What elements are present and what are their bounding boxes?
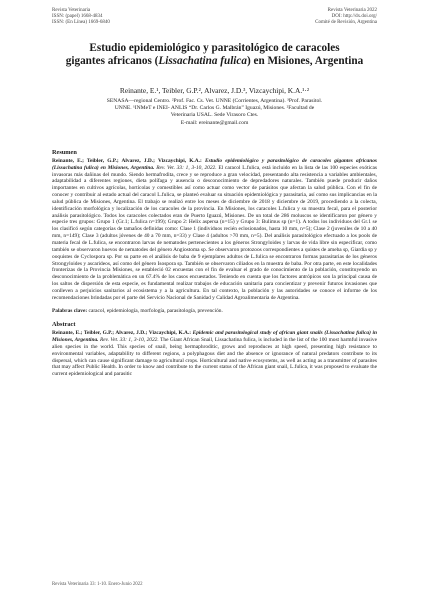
title-text: ) en Misiones, Argentina — [246, 54, 364, 67]
affiliation-line: Veterinaria USAL. Sede Virasoro Ctes. — [170, 112, 259, 119]
species-name: Lissachatina fulica — [158, 54, 247, 67]
header-right-line: Comité de Revisión, Argentina — [315, 20, 377, 26]
article-title — [52, 42, 377, 67]
contact-email: E-mail: ereinante@gmail.com — [180, 119, 249, 126]
resumen-body: El caracol L.fulica, está incluido en la lista de las 100 especies exóticas invasoras más dañinas del mundo. Siendo hermafrodita, crece y se reproduce a gran velocidad, presentando alta resistencia a variables ambientales, adaptabilidad a diferentes regiones, dieta polífaga y ausencia o desconocimiento de depredadores naturales. También puede producir daños importantes en cultivos agrícolas, hortícolas y comestibles así como actuar como vector de parásitos que afectan la salud pública. Con el fin de conocer y contribuir al estado actual del caracol L.fulica, se planteó evaluar su situación epidemiológica y parasitaria, así como sus implicancias en la salud pública de Misiones, Argentina. El trabajo se realizó entre los meses de diciembre de 2018 y diciembre de 2019, procediendo a la colecta, identificación morfológica y localización de los caracoles de la provincia. En Misiones, los caracoles L.fulica y su muestra fecal, para el posterior análisis parasitológico. Todos los caracoles colectados eran de Puerto Iguazú, Misiones. De un total de 286 moluscos se identificaron por género y especie tres grupos: Grupo 1 (Gr.1; L.fulica n=199); Grupo 2: Helix aspersa (n=15) y Grupo 3: Bulimus sp (n=1). A todos los individuos del Gr.1 se los clasificó según categorías de tamaños definidas como: Clase 1 (individuos recién eclosionados, hasta 10 mm, n=5); Clase 2 (juveniles de 10 a 40 mm, n=149); Clase 3 (adultos jóvenes de 40 a 70 mm, n=33) y Clase 4 (adultos >70 mm, n=5). Del análisis parasitológico efectuado a los pools de materia fecal de L.fulica, se encontraron larvas de nematodes pertenecientes a los géneros Strongyloides y larvas de vida libre sin especificar, como también se observaron huevos de nematodes del género Angiostoma sp. Se observaron protozoos correspondientes a quistes de ameba sp, Giardia sp y ooquistes de Cyclospora sp. Por su parte en el análisis de baba de 9 ejemplares adultos de L.fulica se encontraron formas parasitarias de los géneros Strongyloides y ascarideos, así como del género Isospora sp. También se observaron ciliados en la muestra de baba. Por otra parte, en este localidades fronterizas de la Provincia Misiones, se estableció 02 encuestas con el fin de evaluar el grado de conocimiento de la población, constituyendo un desconocimiento de la problemática en un 67.4% de los casos encuestados. Teniendo en cuenta que los factores antrópicos son la principal causa de los saltos de dispersión de esta especie, es fundamental realizar trabajos de educación sanitaria para concientizar y prevenir futuros invasiones que conlleven a perjuicios sanitarios al ecosistema y a la agricultura. En tal contexto, la población y las autoridades se conoce el informe de los recomendaciones brindadas por el parte del Servicio Nacional de Sanidad y Calidad Agroalimentaria de Argentina. — [52, 164, 377, 301]
header-left-line: ISSN: (En Línea) 1669-6840 — [52, 20, 110, 26]
abstract-body: The Giant African Snail, Lissachatina fulica, is included in the list of the 100 most harmful invasive alien species in the world. This species of snail, being hermaphroditic, grows and reproduces at high speed, presenting high resistance to environmental variables, adaptability to different regions, a polyphagous diet and the absence or ignorance of natural predators contribute to its dispersal, which can cause significant damage to agricultural crops. Horticultural and native ecosystems, as well as acting as a transmitter of parasites that may affect Public Health. In order to know and contribute to the current status of the African giant snail, L.fulica, it was proposed to evaluate the current epidemiological and parasitic — [52, 337, 377, 378]
journal-header-right — [315, 8, 377, 27]
header-left-line: ISSN: (papel) 1668-4834 — [52, 14, 103, 20]
resumen-text — [52, 158, 377, 302]
article-body — [52, 150, 377, 378]
header-left-line: Revista Veterinaria — [52, 8, 91, 13]
citation-authors: Reinante, E.; Teibler, G.P.; Alvarez, J.D.; Vizcaychipi, K.A.: — [52, 157, 202, 164]
affiliations — [52, 98, 377, 127]
keywords-text: caracol, epidemiología, morfología, parasitología, prevención. — [88, 307, 223, 314]
author-list: Reinante, E.¹, Teibler, G.P.², Alvarez, J.D.³, Vizcaychipi, K.A.¹·² — [119, 86, 310, 95]
keywords-label: Palabras clave: — [52, 307, 88, 314]
citation-ref: Rev. Vet. 33: 1, 3-10, 2022. — [156, 164, 217, 171]
journal-header-left — [52, 8, 110, 27]
affiliation-line: SENASA—regional Centro. ²Prof. Fac. Cs. Vet. UNNE (Corrientes, Argentina). ³Prof. Parasitol. — [106, 98, 323, 104]
title-text: gigantes africanos ( — [65, 54, 159, 67]
affiliation-line: UNNE. ¹INMeT e INEI- ANLIS “Dr. Carlos G. Malbrán” Iguazú, Misiones. ²Facultad de — [114, 105, 315, 112]
page-footer: Revista Veterinaria 33: 1-10. Enero-Junio 2022 — [52, 582, 143, 587]
abstract-heading: Abstract — [52, 321, 76, 329]
keywords — [52, 308, 377, 315]
title-line-1: Estudio epidemiológico y parasitológico de caracoles — [89, 42, 340, 54]
citation-authors: Reinante, E.; Teibler, G.P.; Alvarez, J.D.; Vizcaychipi, K.A.: — [52, 330, 192, 337]
header-right-line: Revista Veterinaria 2022 — [327, 8, 377, 13]
header-right-line: DOI: http://dx.doi.org/ — [331, 14, 377, 20]
resumen-heading: Resumen — [52, 149, 77, 156]
abstract-section — [52, 322, 377, 378]
citation-title: Epidemic and parasitological study of african giant snails (Lissachatina fulica) in Misiones, Argentina. — [52, 330, 377, 344]
title-line-2 — [52, 55, 377, 68]
abstract-text — [52, 330, 377, 378]
citation-ref: Rev. Vet. 33: 1, 3-10, 2022. — [99, 337, 159, 344]
citation-title: Estudio epidemiológico y parasitológico de caracoles gigantes africanos (Lissachatina fulica) en Misiones, Argentina. — [52, 157, 377, 171]
